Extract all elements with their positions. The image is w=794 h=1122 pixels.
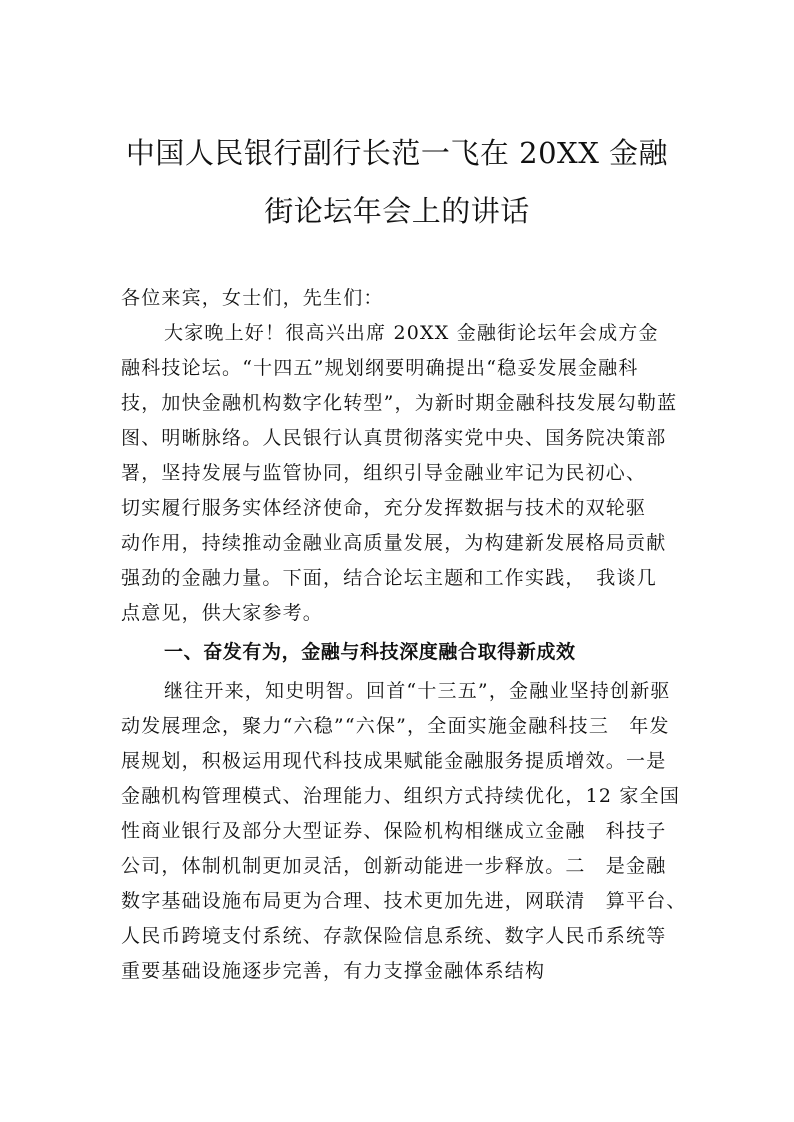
salutation: 各位来宾，女士们，先生们： — [121, 287, 384, 309]
paragraph-line: 展规划，积极运用现代科技成果赋能金融服务提质增效。一是 — [121, 750, 667, 772]
document-title-line-2: 街论坛年会上的讲话 — [264, 194, 530, 228]
paragraph-line: 性商业银行及部分大型证券、保险机构相继成立金融 科技子 — [121, 820, 667, 842]
paragraph-line: 图、明晰脉络。人民银行认真贯彻落实党中央、国务院决策部 — [121, 427, 667, 449]
paragraph-line: 动发展理念，聚力“六稳”“六保”，全面实施金融科技三 年发 — [121, 715, 670, 737]
paragraph-line: 点意见，供大家参考。 — [121, 602, 324, 624]
paragraph-line: 切实履行服务实体经济使命，充分发挥数据与技术的双轮驱 — [121, 497, 647, 519]
paragraph-line: 继往开来，知史明智。回首“十三五”，金融业坚持创新驱 — [164, 680, 671, 702]
paragraph-line: 融科技论坛。“十四五”规划纲要明确提出“稳妥发展金融科 — [121, 357, 639, 379]
paragraph-line: 强劲的金融力量。下面，结合论坛主题和工作实践， 我谈几 — [121, 567, 657, 589]
document-title-line-1: 中国人民银行副行长范一飞在 20XX 金融 — [125, 136, 669, 170]
paragraph-line: 公司，体制机制更加灵活，创新动能进一步释放。二 是金融 — [121, 855, 667, 877]
paragraph-line: 大家晚上好！很高兴出席 20XX 金融街论坛年会成方金 — [164, 322, 659, 344]
paragraph-line: 署，坚持发展与监管协同，组织引导金融业牢记为民初心、 — [121, 462, 647, 484]
paragraph-line: 数字基础设施布局更为合理、技术更加先进，网联清 算平台、 — [121, 890, 687, 912]
paragraph-line: 技，加快金融机构数字化转型”，为新时期金融科技发展勾勒蓝 — [121, 392, 678, 414]
paragraph-line: 人民币跨境支付系统、存款保险信息系统、数字人民币系统等 — [121, 925, 667, 947]
paragraph-line: 金融机构管理模式、治理能力、组织方式持续优化，12 家全国 — [121, 785, 681, 807]
section-heading: 一、奋发有为，金融与科技深度融合取得新成效 — [164, 641, 576, 663]
paragraph-line: 动作用，持续推动金融业高质量发展，为构建新发展格局贡献 — [121, 532, 667, 554]
paragraph-line: 重要基础设施逐步完善，有力支撑金融体系结构 — [121, 960, 546, 982]
